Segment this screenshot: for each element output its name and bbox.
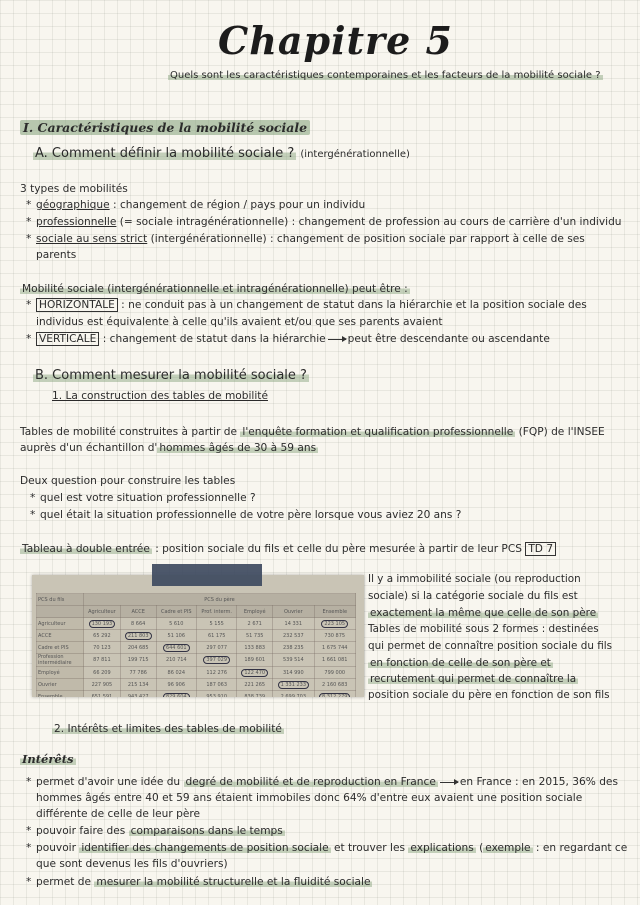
subsection-b-title: B. Comment mesurer la mobilité sociale ? — [35, 368, 307, 383]
interet-item-4: * permet de mesurer la mobilité structurelle et la fluidité sociale — [26, 876, 371, 888]
type-item-sociale-cont: parents — [36, 249, 77, 261]
table-row: Profession intermédiaire 87 811 199 715 210 714 397 029 189 601 539 514 1 661 081 — [37, 654, 356, 667]
col-header: Ensemble — [314, 606, 355, 618]
types-intro: 3 types de mobilités — [20, 183, 128, 195]
table-row: Ouvrier 227 905 215 134 96 906 187 063 221 265 1 331 233 2 160 683 — [37, 679, 356, 691]
mobility-intro: Mobilité sociale (intergénérationnelle et intragénérationnelle) peut être : — [22, 283, 408, 295]
tables-paragraph-2: auprès d'un échantillon d' hommes âgés de 30 à 59 ans — [20, 442, 317, 454]
question-2: * quel était la situation professionnelle de votre père lorsque vous aviez 20 ans ? — [30, 509, 462, 521]
page-subtitle: Quels sont les caractéristiques contemporaines et les facteurs de la mobilité sociale ? — [170, 70, 601, 81]
question-1: * quel est votre situation professionnelle ? — [30, 492, 256, 504]
table-row: Employé 66 209 77 786 86 024 112 276 122 470 314 990 799 000 — [37, 667, 356, 679]
double-entry-line: Tableau à double entrée : position sociale du fils et celle du père mesurée à partir de leur PCS TD 7 — [20, 543, 556, 555]
interets-title: Intérêts — [22, 752, 74, 766]
horizontal-item: * HORIZONTALE : ne conduit pas à un changement de statut dans la hiérarchie et la position sociale des — [26, 299, 587, 311]
col-header: Agriculteur — [84, 606, 121, 618]
side-text-line: position sociale du père en fonction de son fils — [368, 689, 610, 701]
interet-item-2: * pouvoir faire des comparaisons dans le temps — [26, 825, 283, 837]
side-text-line: recrutement qui permet de connaître la — [370, 673, 577, 685]
table-header-top: PCS du père — [84, 594, 356, 606]
page-title: Chapitre 5 — [218, 18, 453, 63]
mobility-table — [36, 593, 356, 697]
vertical-item: * VERTICALE : changement de statut dans la hiérarchie peut être descendante ou ascendante — [26, 333, 550, 345]
table-row: ACCE 65 292 211 803 51 106 61 175 51 735 232 537 730 875 — [37, 630, 356, 642]
arrow-icon — [328, 339, 346, 340]
col-header: Ouvrier — [273, 606, 314, 618]
table-corner: PCS du fils — [37, 594, 84, 606]
table-row: Agriculteur 130 193 8 664 5 610 5 155 2 671 14 331 223 105 — [37, 618, 356, 630]
tape-strip — [152, 564, 262, 586]
type-item-pro: * professionnelle (= sociale intragénérationnelle) : changement de profession au cours de carrière d'un individu — [26, 216, 622, 228]
side-text-line: exactement la même que celle de son père — [370, 607, 597, 619]
col-header: Employé — [237, 606, 273, 618]
b1-title: 1. La construction des tables de mobilité — [52, 390, 268, 402]
table-row: Cadre et PIS 70 123 204 685 644 601 297 077 133 883 238 235 1 675 744 — [37, 642, 356, 654]
side-text-line: sociale) si la catégorie sociale du fils est — [368, 590, 578, 602]
side-text-line: en fonction de celle de son père et — [370, 657, 551, 669]
col-header: Cadre et PIS — [156, 606, 196, 618]
arrow-icon — [440, 782, 458, 783]
interet-item-3-line2: que sont devenus les fils d'ouvriers) — [36, 858, 228, 870]
horizontal-item-cont: individus est équivalente à celle qu'ils avaient et/ou que ses parents avaient — [36, 316, 443, 328]
type-item-geo: * géographique : changement de région / pays pour un individu — [26, 199, 366, 211]
interet-item-1-line2: hommes âgés entre 40 et 59 ans étaient immobiles donc 64% d'entre eux avaient une position sociale — [36, 792, 583, 804]
two-questions-intro: Deux question pour construire les tables — [20, 475, 236, 487]
mobility-table-photo — [32, 575, 364, 697]
b2-title: 2. Intérêts et limites des tables de mobilité — [54, 723, 282, 735]
section-1-title: I. Caractéristiques de la mobilité sociale — [20, 120, 310, 135]
interet-item-1-line3: différente de celle de leur père — [36, 808, 200, 820]
interet-item-3: * pouvoir identifier des changements de position sociale et trouver les explications ( exemple : en regardant ce — [26, 842, 628, 854]
type-item-sociale: * sociale au sens strict (intergénérationnelle) : changement de position sociale par rapport à celle de ses — [26, 233, 585, 245]
side-text-line: qui permet de connaître position sociale du fils — [368, 640, 613, 652]
side-text-line: Il y a immobilité sociale (ou reproduction — [368, 573, 581, 585]
side-text-line: Tables de mobilité sous 2 formes : destinées — [368, 623, 599, 635]
subsection-a-title: A. Comment définir la mobilité sociale ? (intergénérationnelle) — [35, 146, 410, 161]
interet-item-1: * permet d'avoir une idée du degré de mobilité et de reproduction en France en France : en 2015, 36% des — [26, 776, 618, 788]
table-row: Ensemble 651 591 943 427 829 604 953 910 838 739 2 699 703 8 312 279 — [37, 691, 356, 698]
tables-paragraph-1: Tables de mobilité construites à partir de l'enquête formation et qualification professionnelle (FQP) de l'INSEE — [20, 426, 605, 438]
col-header: ACCE — [120, 606, 156, 618]
col-header: Prof. interm. — [197, 606, 237, 618]
